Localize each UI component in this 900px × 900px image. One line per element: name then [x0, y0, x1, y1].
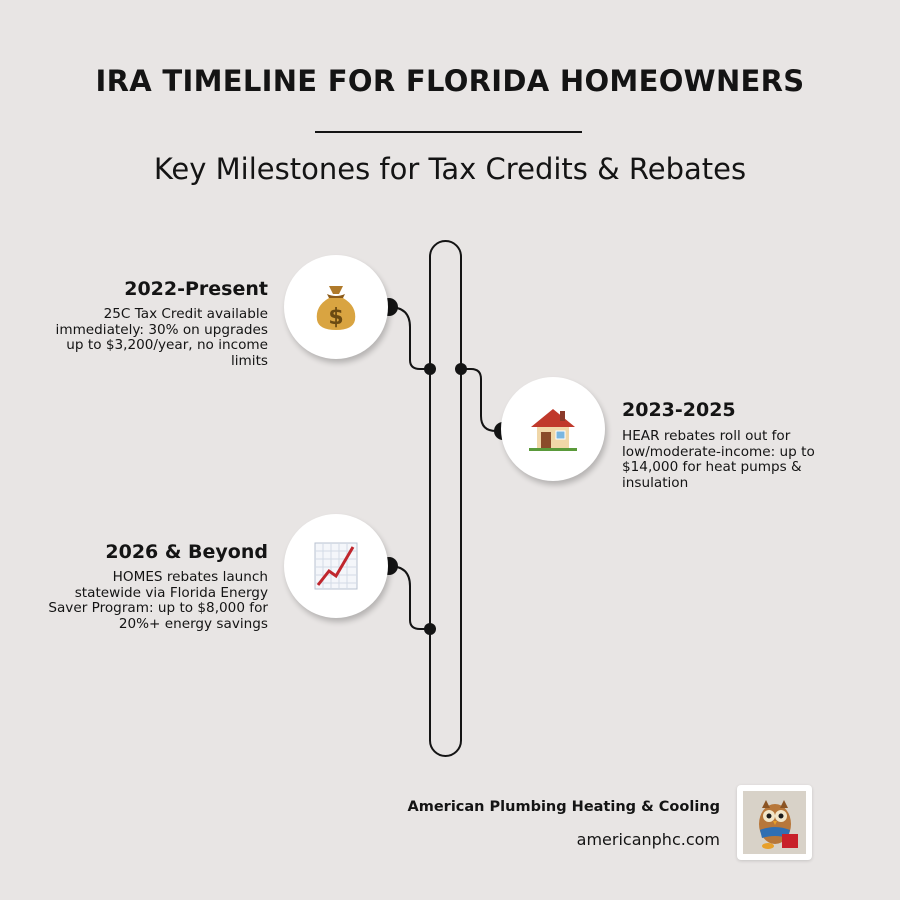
connector-1	[389, 307, 430, 369]
connector-2	[461, 369, 503, 431]
milestone-description: HOMES rebates launch statewide via Florida Energy Saver Program: up to $8,000 for 20%+ energy savings	[48, 569, 268, 632]
money-bag-icon	[313, 282, 359, 332]
timeline-track	[430, 241, 461, 756]
owl-mascot-logo	[746, 794, 804, 852]
svg-text:$: $	[328, 305, 344, 330]
milestone-period: 2023-2025	[622, 399, 736, 421]
page-title: IRA TIMELINE FOR FLORIDA HOMEOWNERS	[95, 64, 805, 98]
connector-3-end-dot	[424, 623, 436, 635]
milestone-description: 25C Tax Credit available immediately: 30% on upgrades up to $3,200/year, no income limits	[55, 306, 268, 369]
chart-increasing-icon	[313, 541, 359, 591]
company-logo	[737, 785, 812, 860]
milestone-icon-circle	[284, 255, 388, 359]
connector-2-start-dot	[455, 363, 467, 375]
company-name: American Plumbing Heating & Cooling	[407, 799, 720, 815]
milestone-period: 2022-Present	[124, 278, 268, 300]
milestone-description: HEAR rebates roll out for low/moderate-income: up to $14,000 for heat pumps & insulation	[622, 428, 815, 491]
house-icon	[527, 403, 579, 455]
connector-1-end-dot	[424, 363, 436, 375]
page-subtitle: Key Milestones for Tax Credits & Rebates	[153, 152, 747, 186]
milestone-icon-circle	[284, 514, 388, 618]
connector-3	[389, 566, 430, 629]
milestone-period: 2026 & Beyond	[105, 541, 268, 563]
website-link[interactable]: americanphc.com	[576, 830, 720, 849]
milestone-icon-circle	[501, 377, 605, 481]
